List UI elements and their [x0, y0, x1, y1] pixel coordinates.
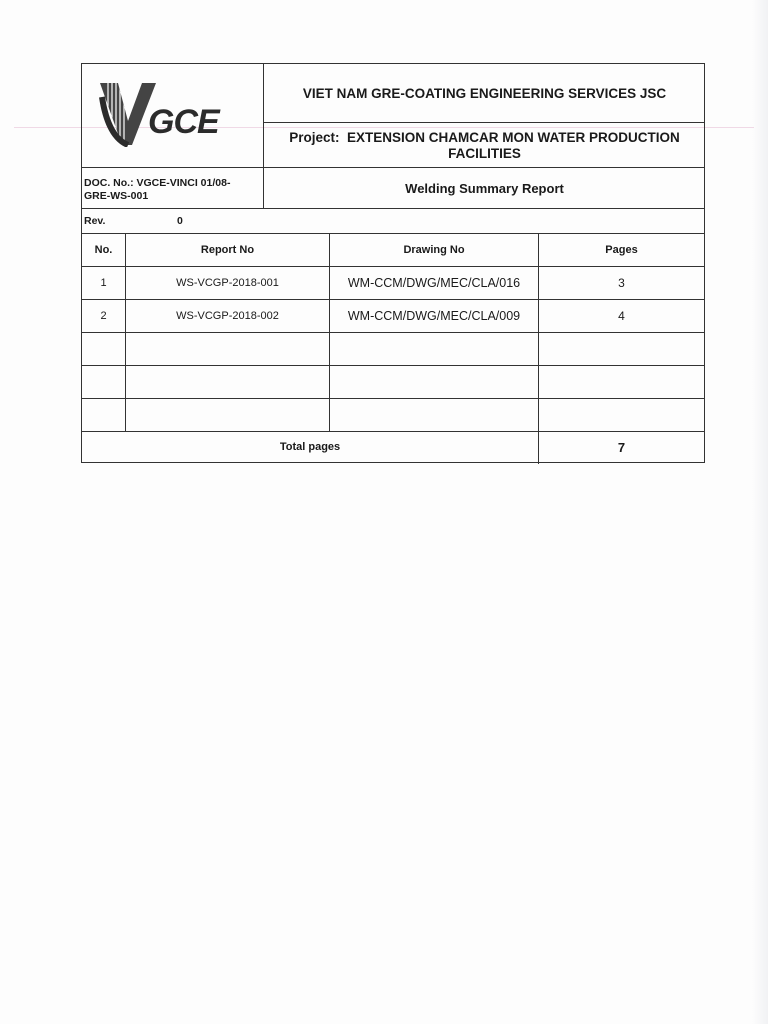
- project-name: EXTENSION CHAMCAR MON WATER PRODUCTION FACILITIES: [347, 129, 680, 161]
- rev-value: 0: [177, 215, 183, 227]
- table-row-4-report-no: [126, 366, 329, 398]
- column-header-no: No.: [94, 244, 113, 256]
- company-logo: [98, 77, 238, 147]
- total-pages-value: 7: [617, 439, 626, 455]
- table-row-2-report-no: WS-VCGP-2018-002: [176, 310, 279, 322]
- table-row-3-report-no: [126, 333, 329, 365]
- project-label: Project:: [289, 129, 340, 145]
- table-row-1-report-no: WS-VCGP-2018-001: [176, 277, 279, 289]
- column-header-report-no: Report No: [200, 244, 255, 256]
- rev-label: Rev.: [84, 215, 106, 227]
- table-row-1-pages: 3: [618, 276, 625, 290]
- table-row-5-report-no: [126, 399, 329, 431]
- company-name: VIET NAM GRE-COATING ENGINEERING SERVICES JSC: [302, 86, 667, 101]
- welding-summary-form: [81, 63, 705, 463]
- doc-no-value: VGCE-VINCI 01/08-GRE-WS-001: [84, 177, 231, 202]
- table-row-2-pages: 4: [618, 309, 625, 323]
- table-row-4-pages: [539, 366, 704, 398]
- logo-text: GCE: [148, 103, 219, 141]
- table-row-3-no: [82, 333, 125, 365]
- doc-no-label: DOC. No.:: [84, 177, 134, 189]
- table-row-2-drawing-no: WM-CCM/DWG/MEC/CLA/009: [347, 309, 521, 323]
- table-row-2-no: 2: [100, 310, 107, 322]
- project-title: [265, 123, 704, 168]
- page-edge: [752, 0, 768, 1024]
- table-row-5-pages: [539, 399, 704, 431]
- table-row-5-no: [82, 399, 125, 431]
- total-pages-label: Total pages: [279, 441, 341, 453]
- table-row-4-no: [82, 366, 125, 398]
- table-row-3-pages: [539, 333, 704, 365]
- table-row-5-drawing-no: [330, 399, 538, 431]
- table-row-1-no: 1: [100, 277, 107, 289]
- header-rule: [82, 208, 704, 209]
- report-title: Welding Summary Report: [405, 180, 564, 196]
- column-header-pages: Pages: [605, 244, 638, 256]
- table-row-3-drawing-no: [330, 333, 538, 365]
- doc-number: [84, 170, 262, 208]
- table-row-4-drawing-no: [330, 366, 538, 398]
- column-header-drawing-no: Drawing No: [403, 244, 465, 256]
- table-row-1-drawing-no: WM-CCM/DWG/MEC/CLA/016: [347, 276, 521, 290]
